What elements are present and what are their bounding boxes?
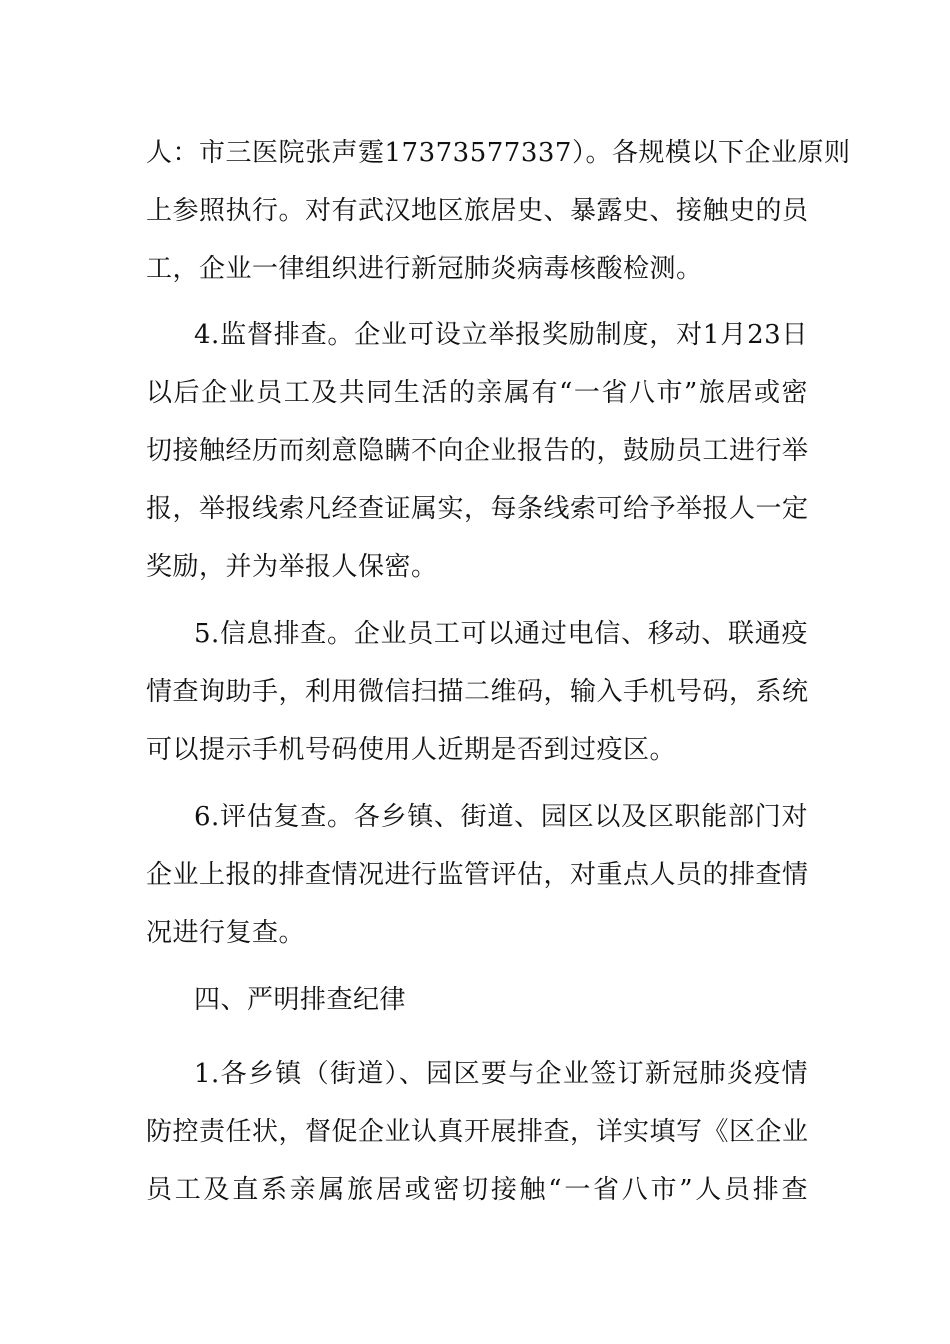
text-line: 况进行复查。 bbox=[146, 918, 306, 948]
text-line: 报，举报线索凡经查证属实，每条线索可给予举报人一定 bbox=[146, 494, 809, 524]
paragraph-1-heading-line: 1.各乡镇（街道）、园区要与企业签订新冠肺炎疫情 bbox=[194, 1059, 808, 1089]
text-line: 可以提示手机号码使用人近期是否到过疫区。 bbox=[146, 735, 677, 765]
text-line: 情查询助手，利用微信扫描二维码，输入手机号码，系统 bbox=[146, 677, 809, 707]
text-line: 以后企业员工及共同生活的亲属有“一省八市”旅居或密 bbox=[146, 378, 808, 408]
paragraph-4-heading-line: 4.监督排查。企业可设立举报奖励制度，对1月23日 bbox=[194, 320, 808, 350]
text-line: 企业上报的排查情况进行监管评估，对重点人员的排查情 bbox=[146, 860, 809, 890]
text-line: 上参照执行。对有武汉地区旅居史、暴露史、接触史的员 bbox=[146, 196, 809, 226]
text-line: 人：市三医院张声霆17373577337）。各规模以下企业原则 bbox=[146, 138, 851, 168]
text-line: 工，企业一律组织进行新冠肺炎病毒核酸检测。 bbox=[146, 254, 703, 284]
text-line: 防控责任状，督促企业认真开展排查，详实填写《区企业 bbox=[146, 1117, 809, 1147]
text-line: 奖励，并为举报人保密。 bbox=[146, 552, 438, 582]
paragraph-6-heading-line: 6.评估复查。各乡镇、街道、园区以及区职能部门对 bbox=[194, 802, 808, 832]
paragraph-5-heading-line: 5.信息排查。企业员工可以通过电信、移动、联通疫 bbox=[194, 619, 808, 649]
text-line: 员工及直系亲属旅居或密切接触“一省八市”人员排查 bbox=[146, 1175, 808, 1205]
section-heading: 四、严明排查纪律 bbox=[194, 985, 407, 1015]
text-line: 切接触经历而刻意隐瞒不向企业报告的，鼓励员工进行举 bbox=[146, 436, 809, 466]
